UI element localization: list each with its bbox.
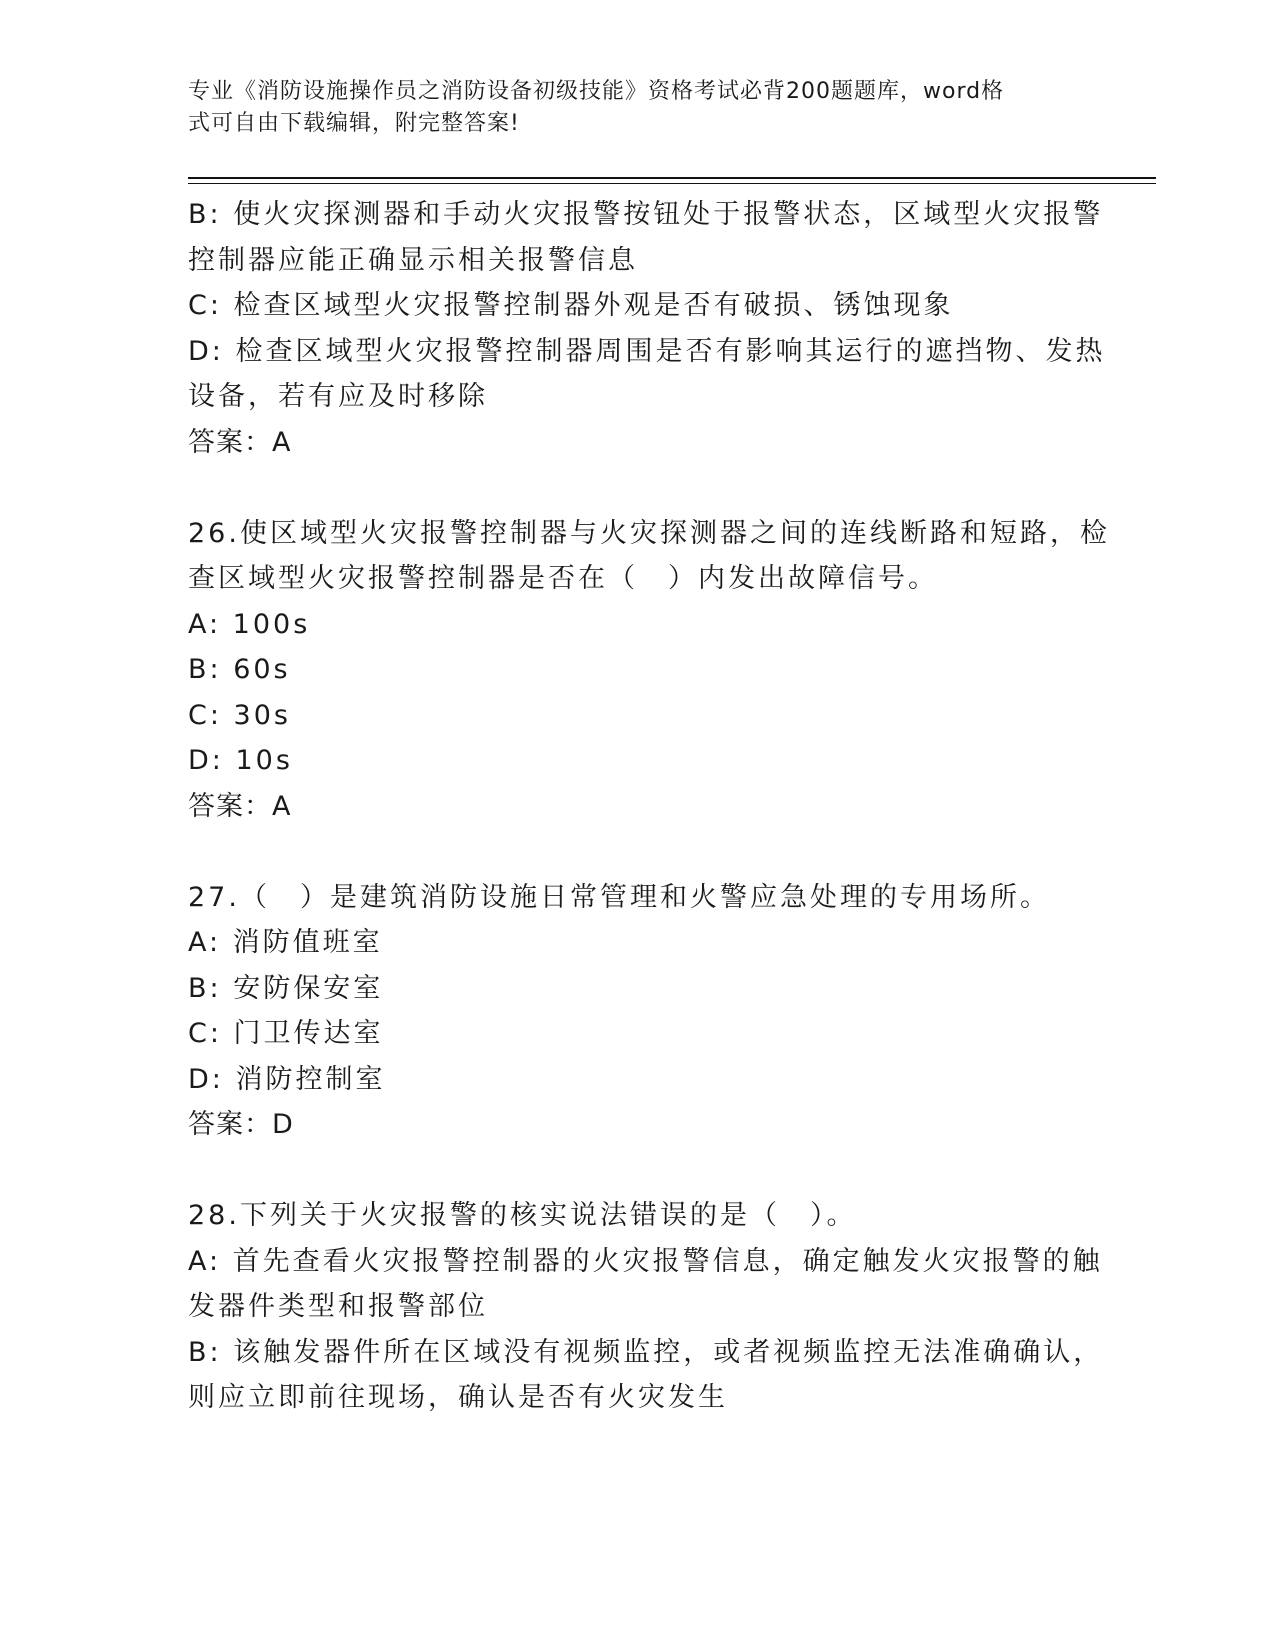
spacer bbox=[188, 829, 1068, 875]
question-block bbox=[188, 511, 1110, 830]
page-header bbox=[188, 76, 1068, 140]
question-stem: 28.下列关于火灾报警的核实说法错误的是（ ）。 bbox=[188, 1200, 857, 1231]
option-b-line-2: 则应立即前往现场，确认是否有火灾发生 bbox=[188, 1382, 728, 1413]
question-block bbox=[188, 875, 1068, 1148]
answer-line: 答案：A bbox=[188, 790, 292, 822]
question-stem: 27.（ ）是建筑消防设施日常管理和火警应急处理的专用场所。 bbox=[188, 881, 1050, 913]
option-b-line-2: 控制器应能正确显示相关报警信息 bbox=[188, 244, 638, 276]
answer-line: 答案：D bbox=[188, 1109, 294, 1140]
option-b-line-1: B: 该触发器件所在区域没有视频监控，或者视频监控无法准确确认， bbox=[188, 1336, 1104, 1368]
option-b-line-1: B: 使火灾探测器和手动火灾报警按钮处于报警状态，区域型火灾报警 bbox=[188, 199, 1104, 230]
spacer bbox=[188, 1148, 1068, 1194]
option-d: D: 消防控制室 bbox=[188, 1063, 386, 1095]
option-a: A: 100s bbox=[188, 608, 311, 640]
header-divider-thin bbox=[188, 183, 1156, 184]
option-a-line-1: A: 首先查看火灾报警控制器的火灾报警信息，确定触发火灾报警的触 bbox=[188, 1245, 1103, 1277]
header-divider-thick bbox=[188, 177, 1156, 179]
question-block bbox=[188, 1193, 1104, 1421]
option-b: B: 60s bbox=[188, 654, 291, 685]
question-list bbox=[188, 192, 1110, 1421]
option-d-line-2: 设备，若有应及时移除 bbox=[188, 381, 488, 412]
option-c: C: 门卫传达室 bbox=[188, 1018, 384, 1049]
option-d-line-1: D: 检查区域型火灾报警控制器周围是否有影响其运行的遮挡物、发热 bbox=[188, 335, 1106, 367]
option-c: C: 30s bbox=[188, 699, 291, 731]
question-block bbox=[188, 192, 1106, 465]
question-stem-line-2: 查区域型火灾报警控制器是否在（ ）内发出故障信号。 bbox=[188, 563, 938, 594]
header-line-1: 专业《消防设施操作员之消防设备初级技能》资格考试必背200题题库，word格 bbox=[188, 79, 1005, 104]
option-c: C: 检查区域型火灾报警控制器外观是否有破损、锈蚀现象 bbox=[188, 290, 954, 321]
header-line-2: 式可自由下载编辑，附完整答案! bbox=[188, 111, 520, 136]
option-a: A: 消防值班室 bbox=[188, 927, 383, 958]
option-b: B: 安防保安室 bbox=[188, 972, 384, 1004]
answer-line: 答案：A bbox=[188, 426, 292, 458]
question-stem-line-1: 26.使区域型火灾报警控制器与火灾探测器之间的连线断路和短路，检 bbox=[188, 517, 1110, 549]
option-d: D: 10s bbox=[188, 745, 293, 776]
spacer bbox=[188, 465, 1068, 511]
option-a-line-2: 发器件类型和报警部位 bbox=[188, 1291, 488, 1322]
